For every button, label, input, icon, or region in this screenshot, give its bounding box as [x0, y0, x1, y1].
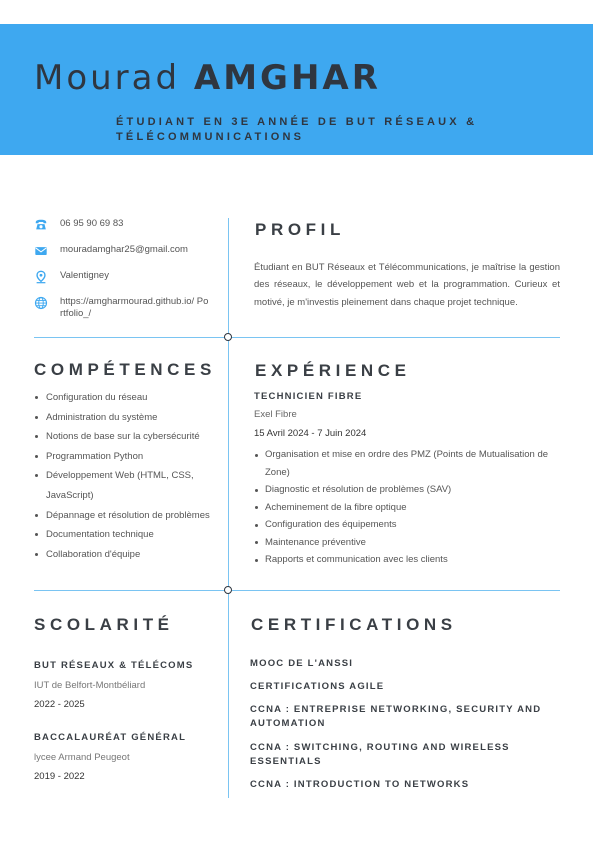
header-banner [0, 24, 593, 155]
headline: ÉTUDIANT EN 3E ANNÉE DE BUT RÉSEAUX & TÉLÉCOMMUNICATIONS [116, 116, 478, 143]
horizontal-divider-top [34, 337, 560, 338]
job-company: Exel Fibre [254, 409, 297, 420]
profile-text: Étudiant en BUT Réseaux et Télécommunications, je maîtrise la gestion des réseaux, le développement web et la programmation. Curieux et motivé, je m'investis pleinement dans chaque projet technique. [254, 262, 560, 308]
certification-item: CCNA : INTRODUCTION TO NETWORKS [250, 779, 470, 790]
skill-item: Programmation Python [34, 447, 219, 467]
contact-email [34, 244, 210, 258]
skill-item: Développement Web (HTML, CSS, JavaScript) [34, 466, 219, 505]
certification-item: CCNA : ENTREPRISE NETWORKING, SECURITY AND AUTOMATION [250, 704, 542, 729]
skills-list [34, 388, 219, 564]
contact-phone [34, 218, 210, 232]
task-item: Maintenance préventive [254, 534, 554, 552]
education-degree: BUT RÉSEAUX & TÉLÉCOMS [34, 660, 194, 671]
certification-item: CERTIFICATIONS AGILE [250, 681, 385, 692]
globe-icon [34, 296, 48, 310]
education-school: IUT de Belfort-Montbéliard [34, 680, 146, 691]
task-item: Acheminement de la fibre optique [254, 499, 554, 517]
task-item: Rapports et communication avec les clients [254, 551, 554, 569]
task-item: Diagnostic et résolution de problèmes (SAV) [254, 481, 554, 499]
divider-node [224, 586, 232, 594]
contact-website [34, 296, 210, 320]
certifications-heading: CERTIFICATIONS [251, 615, 457, 634]
education-school: lycee Armand Peugeot [34, 752, 130, 763]
last-name: AMGHAR [193, 58, 381, 98]
task-item: Organisation et mise en ordre des PMZ (Points de Mutualisation de Zone) [254, 446, 554, 481]
contact-location [34, 270, 210, 284]
vertical-divider [228, 218, 229, 798]
skill-item: Notions de base sur la cybersécurité [34, 427, 219, 447]
phone-icon [34, 218, 48, 232]
full-name [34, 58, 381, 98]
certification-item: MOOC DE L'ANSSI [250, 658, 354, 669]
education-years: 2022 - 2025 [34, 699, 85, 710]
certification-item: CCNA : SWITCHING, ROUTING AND WIRELESS ESSENTIALS [250, 742, 510, 767]
education-degree: BACCALAURÉAT GÉNÉRAL [34, 732, 187, 743]
job-dates: 15 Avril 2024 - 7 Juin 2024 [254, 428, 367, 439]
education-heading: SCOLARITÉ [34, 615, 174, 634]
website-link[interactable]: https://amgharmourad.github.io/ Portfolio_/ [60, 296, 209, 319]
profile-heading: PROFIL [255, 220, 345, 239]
location: Valentigney [60, 270, 109, 281]
location-pin-icon [34, 270, 48, 284]
email-address[interactable]: mouradamghar25@gmail.com [60, 244, 188, 255]
skill-item: Documentation technique [34, 525, 219, 545]
task-item: Configuration des équipements [254, 516, 554, 534]
education-years: 2019 - 2022 [34, 771, 85, 782]
skill-item: Configuration du réseau [34, 388, 219, 408]
skill-item: Dépannage et résolution de problèmes [34, 506, 219, 526]
task-list [254, 446, 554, 569]
first-name: Mourad [34, 58, 181, 98]
horizontal-divider-bottom [34, 590, 560, 591]
experience-heading: EXPÉRIENCE [255, 361, 411, 380]
skill-item: Administration du système [34, 408, 219, 428]
divider-node [224, 333, 232, 341]
skills-heading: COMPÉTENCES [34, 360, 216, 379]
phone-number[interactable]: 06 95 90 69 83 [60, 218, 124, 229]
skill-item: Collaboration d'équipe [34, 545, 219, 565]
mail-icon [34, 244, 48, 258]
job-title: TECHNICIEN FIBRE [254, 391, 363, 402]
